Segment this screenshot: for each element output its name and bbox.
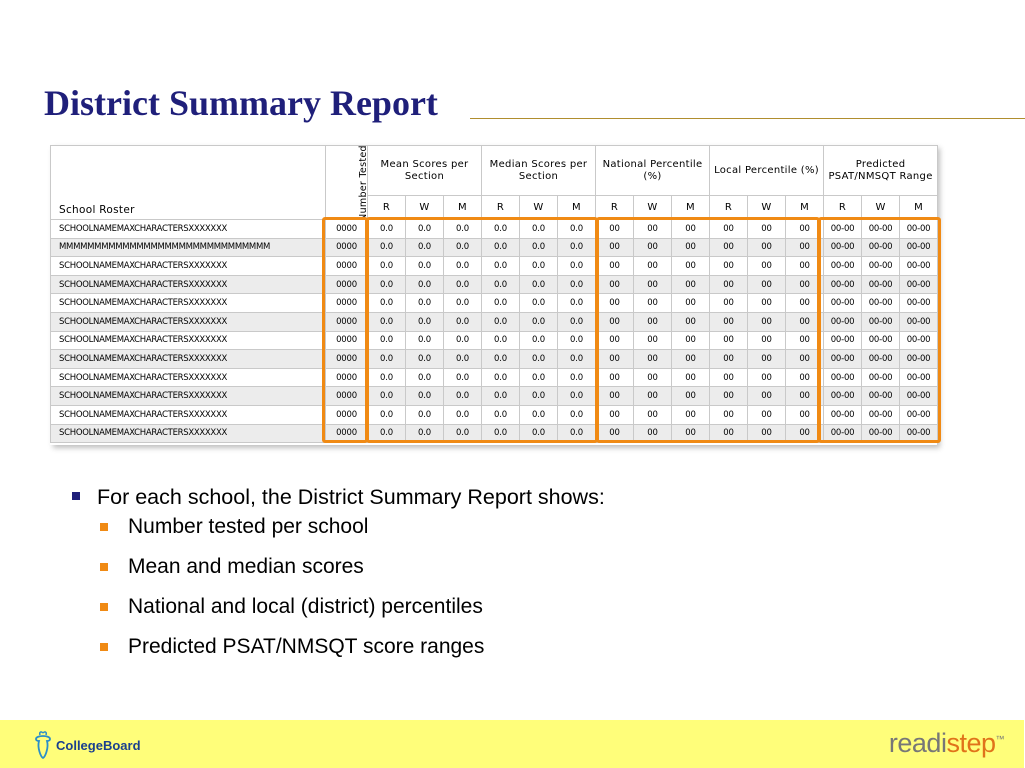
local-cell: 00 [710, 350, 748, 369]
national-cell: 00 [634, 312, 672, 331]
national-cell: 00 [596, 238, 634, 257]
subheader-m: M [786, 196, 824, 220]
table-row [51, 405, 938, 424]
national-cell: 00 [672, 312, 710, 331]
report-table [50, 145, 938, 443]
predicted-cell: 00-00 [900, 368, 938, 387]
local-cell: 00 [786, 312, 824, 331]
predicted-cell: 00-00 [862, 331, 900, 350]
trademark-symbol: ™ [995, 734, 1004, 744]
mean-cell: 0.0 [368, 368, 406, 387]
predicted-cell: 00-00 [900, 387, 938, 406]
bullet-list [72, 484, 605, 674]
mean-cell: 0.0 [368, 387, 406, 406]
median-cell: 0.0 [558, 331, 596, 350]
subheader-w: W [520, 196, 558, 220]
subheader-w: W [748, 196, 786, 220]
national-cell: 00 [672, 405, 710, 424]
national-cell: 00 [634, 220, 672, 239]
table-row [51, 387, 938, 406]
square-bullet-icon [100, 643, 108, 651]
mean-cell: 0.0 [406, 238, 444, 257]
national-cell: 00 [634, 405, 672, 424]
median-cell: 0.0 [520, 368, 558, 387]
square-bullet-icon [100, 603, 108, 611]
title-rule [470, 118, 1025, 119]
table-row [51, 424, 938, 443]
median-cell: 0.0 [520, 294, 558, 313]
national-cell: 00 [634, 350, 672, 369]
national-cell: 00 [596, 275, 634, 294]
predicted-cell: 00-00 [824, 331, 862, 350]
predicted-cell: 00-00 [862, 257, 900, 276]
footer-bar [0, 720, 1024, 768]
predicted-cell: 00-00 [824, 312, 862, 331]
mean-cell: 0.0 [444, 238, 482, 257]
mean-header: Mean Scores per Section [368, 146, 482, 196]
median-cell: 0.0 [482, 331, 520, 350]
collegeboard-text: CollegeBoard [56, 737, 141, 753]
school-name-cell: MMMMMMMMMMMMMMMMMMMMMMMMMMMMMM [51, 238, 326, 257]
median-cell: 0.0 [520, 238, 558, 257]
predicted-cell: 00-00 [824, 368, 862, 387]
mean-cell: 0.0 [406, 220, 444, 239]
acorn-icon [32, 730, 54, 760]
number-tested-cell: 0000 [326, 350, 368, 369]
predicted-range-header: Predicted PSAT/NMSQT Range [824, 146, 938, 196]
median-cell: 0.0 [558, 238, 596, 257]
number-tested-cell: 0000 [326, 257, 368, 276]
table-row [51, 220, 938, 239]
local-cell: 00 [748, 312, 786, 331]
median-cell: 0.0 [520, 424, 558, 443]
mean-cell: 0.0 [406, 331, 444, 350]
mean-cell: 0.0 [406, 275, 444, 294]
national-cell: 00 [634, 368, 672, 387]
school-name-cell: SCHOOLNAMEMAXCHARACTERSXXXXXXX [51, 387, 326, 406]
table-row [51, 368, 938, 387]
national-percentile-header: National Percentile (%) [596, 146, 710, 196]
number-tested-cell: 0000 [326, 331, 368, 350]
school-name-cell: SCHOOLNAMEMAXCHARACTERSXXXXXXX [51, 312, 326, 331]
school-name-cell: SCHOOLNAMEMAXCHARACTERSXXXXXXX [51, 368, 326, 387]
median-cell: 0.0 [558, 220, 596, 239]
median-cell: 0.0 [558, 294, 596, 313]
median-cell: 0.0 [520, 257, 558, 276]
predicted-cell: 00-00 [824, 238, 862, 257]
national-cell: 00 [672, 424, 710, 443]
predicted-cell: 00-00 [900, 424, 938, 443]
local-cell: 00 [786, 368, 824, 387]
number-tested-cell: 0000 [326, 368, 368, 387]
national-cell: 00 [634, 257, 672, 276]
mean-cell: 0.0 [406, 405, 444, 424]
predicted-cell: 00-00 [862, 368, 900, 387]
local-cell: 00 [710, 405, 748, 424]
mean-cell: 0.0 [444, 350, 482, 369]
median-cell: 0.0 [558, 387, 596, 406]
school-name-cell: SCHOOLNAMEMAXCHARACTERSXXXXXXX [51, 350, 326, 369]
table-row [51, 257, 938, 276]
subheader-r: R [596, 196, 634, 220]
sub-bullet-text: Mean and median scores [128, 555, 364, 578]
predicted-cell: 00-00 [900, 405, 938, 424]
predicted-cell: 00-00 [900, 312, 938, 331]
local-cell: 00 [710, 368, 748, 387]
mean-cell: 0.0 [444, 387, 482, 406]
predicted-cell: 00-00 [900, 275, 938, 294]
predicted-cell: 00-00 [900, 238, 938, 257]
predicted-cell: 00-00 [862, 275, 900, 294]
local-cell: 00 [786, 238, 824, 257]
local-cell: 00 [710, 331, 748, 350]
local-cell: 00 [748, 294, 786, 313]
subheader-r: R [824, 196, 862, 220]
local-cell: 00 [748, 238, 786, 257]
local-cell: 00 [786, 405, 824, 424]
median-cell: 0.0 [558, 257, 596, 276]
local-cell: 00 [786, 257, 824, 276]
subheader-m: M [444, 196, 482, 220]
local-cell: 00 [748, 368, 786, 387]
number-tested-label: Number Tested [357, 144, 369, 221]
median-cell: 0.0 [482, 368, 520, 387]
predicted-cell: 00-00 [824, 220, 862, 239]
sub-bullet [97, 554, 605, 580]
local-cell: 00 [710, 275, 748, 294]
table-row [51, 294, 938, 313]
predicted-cell: 00-00 [862, 424, 900, 443]
predicted-cell: 00-00 [862, 238, 900, 257]
subheader-r: R [368, 196, 406, 220]
national-cell: 00 [634, 387, 672, 406]
local-cell: 00 [710, 312, 748, 331]
median-cell: 0.0 [482, 405, 520, 424]
local-cell: 00 [710, 220, 748, 239]
median-cell: 0.0 [520, 350, 558, 369]
predicted-cell: 00-00 [824, 424, 862, 443]
mean-cell: 0.0 [368, 294, 406, 313]
median-cell: 0.0 [482, 294, 520, 313]
predicted-cell: 00-00 [824, 387, 862, 406]
sub-bullet [97, 594, 605, 620]
national-cell: 00 [634, 331, 672, 350]
local-cell: 00 [710, 238, 748, 257]
mean-cell: 0.0 [368, 405, 406, 424]
local-cell: 00 [748, 220, 786, 239]
local-cell: 00 [786, 275, 824, 294]
local-cell: 00 [748, 387, 786, 406]
district-summary-table [50, 145, 937, 445]
mean-cell: 0.0 [406, 350, 444, 369]
predicted-cell: 00-00 [824, 294, 862, 313]
median-cell: 0.0 [520, 387, 558, 406]
median-cell: 0.0 [520, 312, 558, 331]
local-cell: 00 [710, 257, 748, 276]
table-body [51, 220, 938, 443]
predicted-cell: 00-00 [862, 350, 900, 369]
median-cell: 0.0 [558, 368, 596, 387]
number-tested-cell: 0000 [326, 294, 368, 313]
subheader-w: W [406, 196, 444, 220]
subheader-w: W [862, 196, 900, 220]
median-cell: 0.0 [520, 220, 558, 239]
collegeboard-logo [32, 730, 141, 760]
sub-bullet [97, 514, 605, 540]
national-cell: 00 [672, 368, 710, 387]
readistep-logo-part1: readi [888, 728, 947, 758]
subheader-r: R [482, 196, 520, 220]
school-name-cell: SCHOOLNAMEMAXCHARACTERSXXXXXXX [51, 275, 326, 294]
page-title: District Summary Report [44, 83, 438, 123]
school-name-cell: SCHOOLNAMEMAXCHARACTERSXXXXXXX [51, 405, 326, 424]
median-cell: 0.0 [482, 257, 520, 276]
local-percentile-header: Local Percentile (%) [710, 146, 824, 196]
national-cell: 00 [596, 331, 634, 350]
national-cell: 00 [596, 405, 634, 424]
subheader-r: R [710, 196, 748, 220]
predicted-cell: 00-00 [900, 257, 938, 276]
subheader-w: W [634, 196, 672, 220]
mean-cell: 0.0 [444, 312, 482, 331]
square-bullet-icon [72, 492, 80, 500]
number-tested-header [326, 146, 368, 220]
square-bullet-icon [100, 523, 108, 531]
sub-bullet-text: National and local (district) percentiles [128, 595, 483, 618]
national-cell: 00 [634, 424, 672, 443]
subheader-m: M [672, 196, 710, 220]
national-cell: 00 [672, 238, 710, 257]
median-cell: 0.0 [520, 275, 558, 294]
national-cell: 00 [596, 220, 634, 239]
readistep-logo-part2: step [946, 728, 996, 758]
median-cell: 0.0 [520, 405, 558, 424]
mean-cell: 0.0 [444, 405, 482, 424]
median-cell: 0.0 [558, 312, 596, 331]
local-cell: 00 [786, 387, 824, 406]
national-cell: 00 [672, 220, 710, 239]
local-cell: 00 [786, 350, 824, 369]
national-cell: 00 [596, 424, 634, 443]
predicted-cell: 00-00 [900, 331, 938, 350]
number-tested-cell: 0000 [326, 405, 368, 424]
predicted-cell: 00-00 [824, 350, 862, 369]
sub-bullet [97, 634, 605, 660]
local-cell: 00 [748, 257, 786, 276]
mean-cell: 0.0 [368, 331, 406, 350]
median-cell: 0.0 [520, 331, 558, 350]
table-row [51, 350, 938, 369]
number-tested-cell: 0000 [326, 220, 368, 239]
national-cell: 00 [596, 387, 634, 406]
mean-cell: 0.0 [368, 275, 406, 294]
national-cell: 00 [634, 238, 672, 257]
median-cell: 0.0 [482, 424, 520, 443]
mean-cell: 0.0 [444, 220, 482, 239]
mean-cell: 0.0 [444, 294, 482, 313]
national-cell: 00 [596, 350, 634, 369]
national-cell: 00 [672, 275, 710, 294]
local-cell: 00 [710, 387, 748, 406]
mean-cell: 0.0 [368, 257, 406, 276]
median-cell: 0.0 [482, 275, 520, 294]
national-cell: 00 [596, 312, 634, 331]
local-cell: 00 [710, 294, 748, 313]
mean-cell: 0.0 [368, 424, 406, 443]
local-cell: 00 [748, 405, 786, 424]
mean-cell: 0.0 [368, 350, 406, 369]
predicted-cell: 00-00 [824, 405, 862, 424]
mean-cell: 0.0 [368, 312, 406, 331]
mean-cell: 0.0 [406, 257, 444, 276]
mean-cell: 0.0 [444, 331, 482, 350]
national-cell: 00 [596, 257, 634, 276]
median-header: Median Scores per Section [482, 146, 596, 196]
subheader-m: M [900, 196, 938, 220]
predicted-cell: 00-00 [900, 350, 938, 369]
square-bullet-icon [100, 563, 108, 571]
national-cell: 00 [672, 294, 710, 313]
local-cell: 00 [786, 331, 824, 350]
local-cell: 00 [748, 331, 786, 350]
number-tested-cell: 0000 [326, 275, 368, 294]
predicted-cell: 00-00 [862, 405, 900, 424]
median-cell: 0.0 [558, 275, 596, 294]
mean-cell: 0.0 [368, 220, 406, 239]
main-bullet [72, 484, 605, 660]
predicted-cell: 00-00 [900, 220, 938, 239]
main-bullet-text: For each school, the District Summary Report shows: [97, 485, 605, 509]
number-tested-cell: 0000 [326, 424, 368, 443]
local-cell: 00 [748, 350, 786, 369]
readistep-logo [889, 728, 1004, 759]
national-cell: 00 [596, 368, 634, 387]
table-row [51, 275, 938, 294]
median-cell: 0.0 [482, 312, 520, 331]
predicted-cell: 00-00 [862, 312, 900, 331]
mean-cell: 0.0 [368, 238, 406, 257]
mean-cell: 0.0 [444, 368, 482, 387]
predicted-cell: 00-00 [862, 387, 900, 406]
sub-bullet-text: Number tested per school [128, 515, 369, 538]
number-tested-cell: 0000 [326, 312, 368, 331]
school-name-cell: SCHOOLNAMEMAXCHARACTERSXXXXXXX [51, 257, 326, 276]
mean-cell: 0.0 [406, 424, 444, 443]
school-name-cell: SCHOOLNAMEMAXCHARACTERSXXXXXXX [51, 294, 326, 313]
local-cell: 00 [786, 294, 824, 313]
mean-cell: 0.0 [444, 275, 482, 294]
predicted-cell: 00-00 [900, 294, 938, 313]
mean-cell: 0.0 [406, 294, 444, 313]
sub-bullet-text: Predicted PSAT/NMSQT score ranges [128, 635, 485, 658]
local-cell: 00 [748, 424, 786, 443]
national-cell: 00 [596, 294, 634, 313]
predicted-cell: 00-00 [824, 275, 862, 294]
median-cell: 0.0 [558, 350, 596, 369]
median-cell: 0.0 [558, 424, 596, 443]
local-cell: 00 [710, 424, 748, 443]
mean-cell: 0.0 [444, 424, 482, 443]
national-cell: 00 [634, 294, 672, 313]
school-roster-header: School Roster [51, 146, 326, 220]
median-cell: 0.0 [482, 350, 520, 369]
mean-cell: 0.0 [406, 387, 444, 406]
national-cell: 00 [672, 350, 710, 369]
school-name-cell: SCHOOLNAMEMAXCHARACTERSXXXXXXX [51, 424, 326, 443]
national-cell: 00 [672, 387, 710, 406]
median-cell: 0.0 [482, 238, 520, 257]
table-row [51, 331, 938, 350]
predicted-cell: 00-00 [862, 294, 900, 313]
national-cell: 00 [672, 257, 710, 276]
mean-cell: 0.0 [406, 312, 444, 331]
national-cell: 00 [634, 275, 672, 294]
median-cell: 0.0 [558, 405, 596, 424]
table-row [51, 238, 938, 257]
mean-cell: 0.0 [444, 257, 482, 276]
mean-cell: 0.0 [406, 368, 444, 387]
predicted-cell: 00-00 [824, 257, 862, 276]
median-cell: 0.0 [482, 220, 520, 239]
predicted-cell: 00-00 [862, 220, 900, 239]
number-tested-cell: 0000 [326, 238, 368, 257]
local-cell: 00 [786, 220, 824, 239]
school-name-cell: SCHOOLNAMEMAXCHARACTERSXXXXXXX [51, 220, 326, 239]
median-cell: 0.0 [482, 387, 520, 406]
local-cell: 00 [748, 275, 786, 294]
subheader-m: M [558, 196, 596, 220]
table-row [51, 312, 938, 331]
school-name-cell: SCHOOLNAMEMAXCHARACTERSXXXXXXX [51, 331, 326, 350]
national-cell: 00 [672, 331, 710, 350]
local-cell: 00 [786, 424, 824, 443]
number-tested-cell: 0000 [326, 387, 368, 406]
